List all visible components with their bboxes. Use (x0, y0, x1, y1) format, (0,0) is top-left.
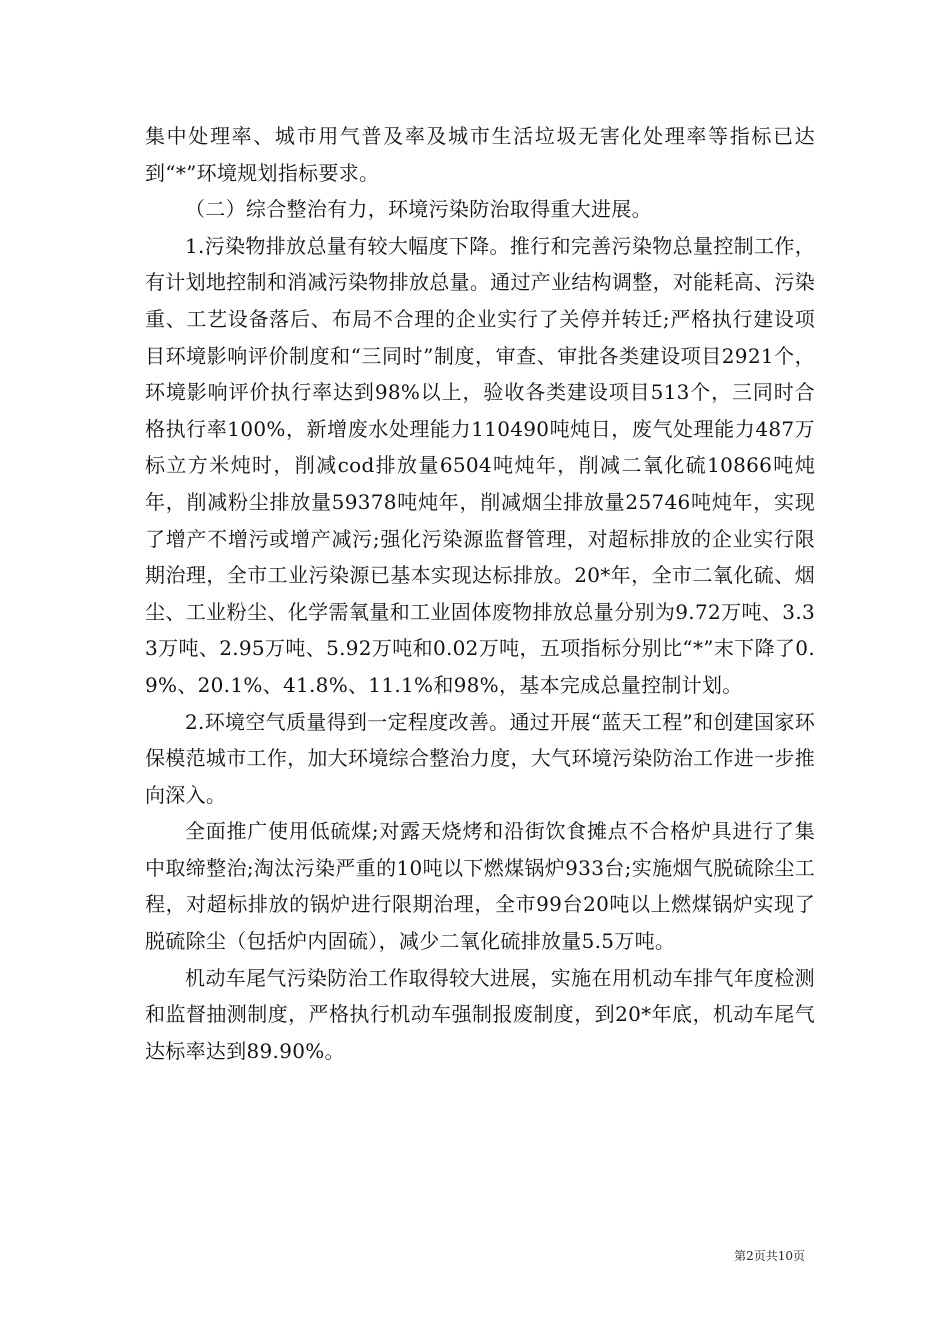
document-body (145, 118, 815, 1069)
paragraph-continuation: 集中处理率、城市用气普及率及城市生活垃圾无害化处理率等指标已达到“*”环境规划指标要求。 (145, 124, 815, 185)
paragraph-vehicle-exhaust: 机动车尾气污染防治工作取得较大进展，实施在用机动车排气年度检测和监督抽测制度，严格执行机动车强制报废制度，到20*年底，机动车尾气达标率达到89.90%。 (145, 965, 815, 1063)
paragraph-pollutant-emissions: 1.污染物排放总量有较大幅度下降。推行和完善污染物总量控制工作，有计划地控制和消减污染物排放总量。通过产业结构调整，对能耗高、污染重、工艺设备落后、布局不合理的企业实行了关停并转迁;严格执行建设项目环境影响评价制度和“三同时”制度，审查、审批各类建设项目2921个，环境影响评价执行率达到98%以上，验收各类建设项目513个，三同时合格执行率100%，新增废水处理能力110490吨炖日，废气处理能力487万标立方米炖时，削减cod排放量6504吨炖年，削减二氧化硫10866吨炖年，削减粉尘排放量59378吨炖年，削减烟尘排放量25746吨炖年，实现了增产不增污或增产减污;强化污染源监督管理，对超标排放的企业实行限期治理，全市工业污染源已基本实现达标排放。20*年，全市二氧化硫、烟尘、工业粉尘、化学需氧量和工业固体废物排放总量分别为9.72万吨、3.33万吨、2.95万吨、5.92万吨和0.02万吨，五项指标分别比“*”末下降了0.9%、20.1%、41.8%、11.1%和98%，基本完成总量控制计划。 (145, 233, 815, 697)
page-number: 第2页共10页 (734, 1249, 805, 1263)
paragraph-air-quality: 2.环境空气质量得到一定程度改善。通过开展“蓝天工程”和创建国家环保模范城市工作，加大环境综合整治力度，大气环境污染防治工作进一步推向深入。 (145, 709, 815, 807)
section-heading: （二）综合整治有力，环境污染防治取得重大进展。 (185, 197, 652, 222)
paragraph-low-sulfur-coal: 全面推广使用低硫煤;对露天烧烤和沿街饮食摊点不合格炉具进行了集中取缔整治;淘汰污染严重的10吨以下燃煤锅炉933台;实施烟气脱硫除尘工程，对超标排放的锅炉进行限期治理，全市99台20吨以上燃煤锅炉实现了脱硫除尘（包括炉内固硫），减少二氧化硫排放量5.5万吨。 (145, 819, 815, 954)
